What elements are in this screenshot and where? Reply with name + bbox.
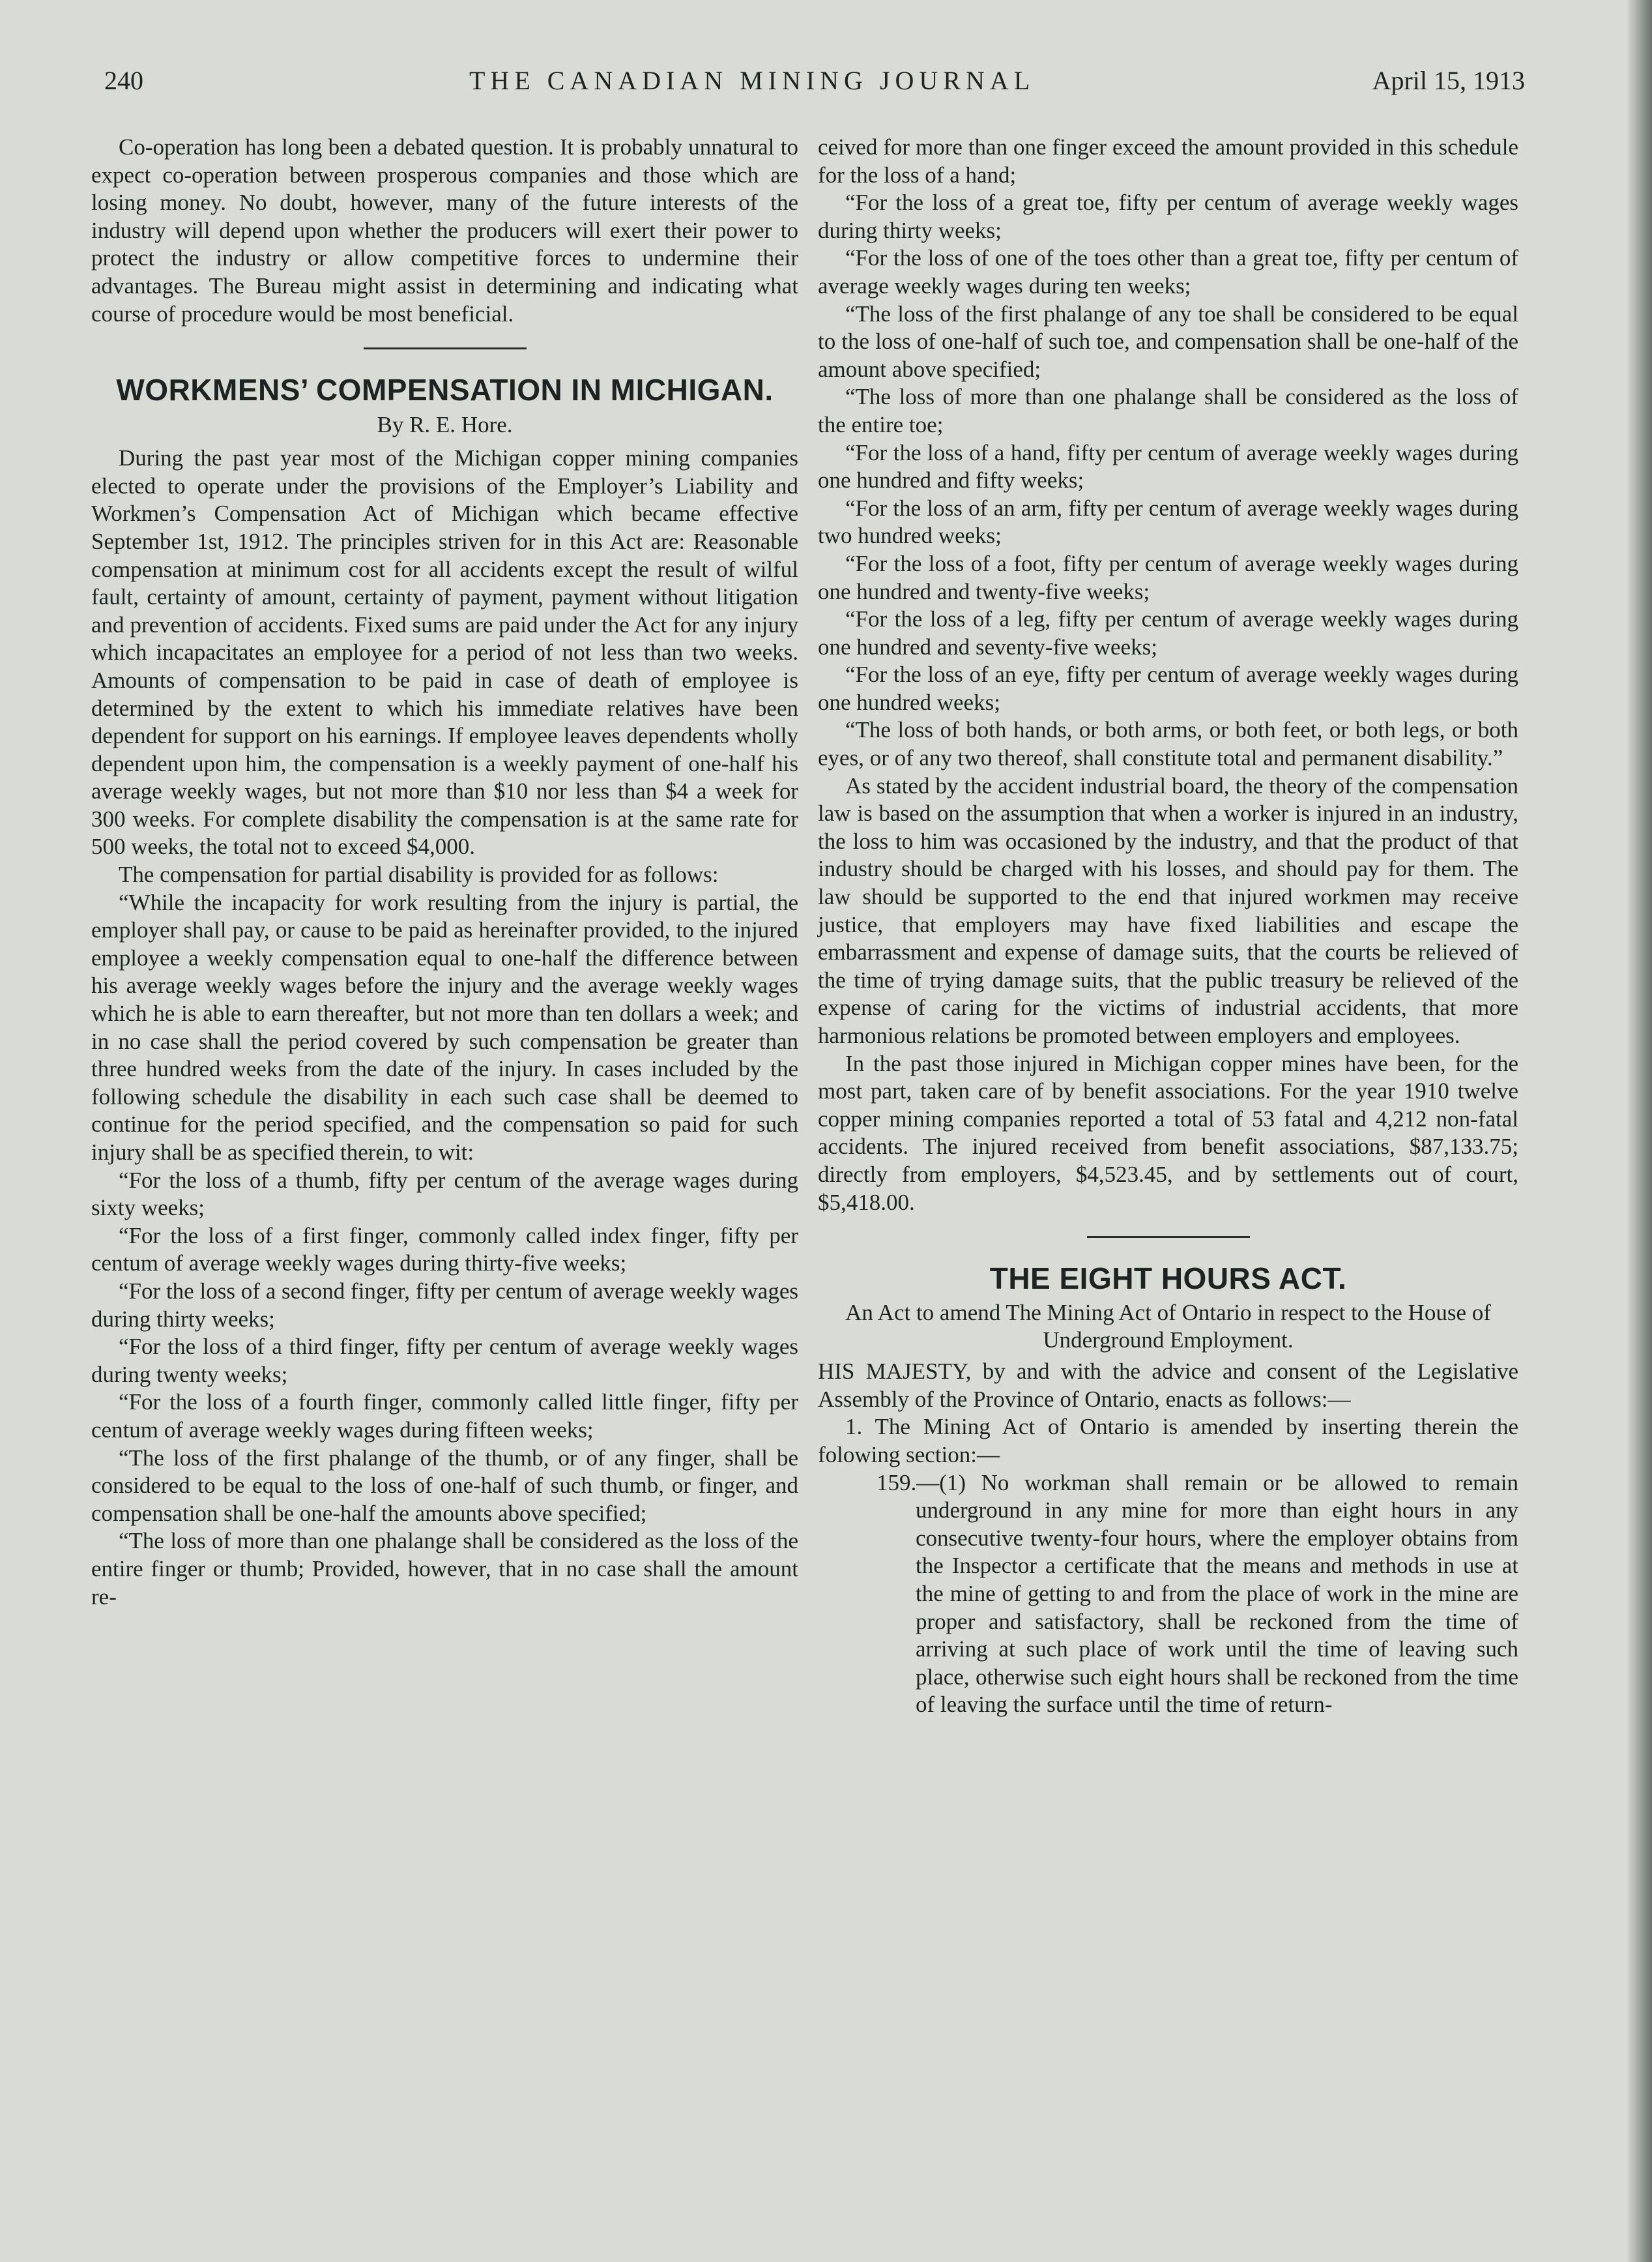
page-header [104, 65, 1525, 104]
article-paragraph: During the past year most of the Michigan copper mining companies elected to operate under the provisions of the Employer’s Liability and Workmen’s Compensation Act of Michigan which became effective September 1st, 1912. The principles striven for in this Act are: Reasonable compensation at minimum cost for all accidents except the result of wilful fault, certainty of amount, certainty of payment, payment without litigation and prevention of accidents. Fixed sums are paid under the Act for any injury which incapacitates an employee for a period of not less than two weeks. Amounts of compensation to be paid in case of death of employee is determined by the extent to which his immediate relatives have been dependent for support on his earnings. If employee leaves dependents wholly dependent upon him, the compensation is a weekly payment of one-half his average weekly wages, but not more than $10 nor less than $4 a week for 300 weeks. For complete disability the compensation is at the same rate for 500 weeks, the total not to exceed $4,000. [91, 445, 798, 860]
schedule-paragraph: “For the loss of an eye, fifty per centum of average weekly wages during one hundred weeks; [818, 662, 1518, 715]
article-byline: By R. E. Hore. [377, 412, 513, 438]
schedule-paragraph: “The loss of both hands, or both arms, or both feet, or both legs, or both eyes, or of any two thereof, shall constitute total and permanent disability.” [818, 717, 1518, 771]
schedule-paragraph: “For the loss of a thumb, fifty per centum of the average wages during sixty weeks; [91, 1167, 798, 1221]
schedule-paragraph: “For the loss of a great toe, fifty per centum of average weekly wages during thirty weeks; [818, 190, 1518, 243]
act-enacting-clause: HIS MAJESTY, by and with the advice and consent of the Legislative Assembly of the Province of Ontario, enacts as follows:— [818, 1359, 1518, 1412]
schedule-paragraph: “The loss of the first phalange of any toe shall be considered to be equal to the loss of one-half of such toe, and compensation shall be one-half of the amount above specified; [818, 301, 1518, 382]
schedule-paragraph: “For the loss of an arm, fifty per centum of average weekly wages during two hundred weeks; [818, 495, 1518, 549]
left-column [91, 134, 798, 1611]
schedule-paragraph: “For the loss of a leg, fifty per centum of average weekly wages during one hundred and seventy-five weeks; [818, 606, 1518, 660]
schedule-paragraph: “For the loss of a third finger, fifty per centum of average weekly wages during twenty weeks; [91, 1334, 798, 1387]
journal-title: THE CANADIAN MINING JOURNAL [469, 66, 1036, 95]
article-title: WORKMENS’ COMPENSATION IN MICHIGAN. [116, 373, 774, 407]
page-number: 240 [104, 66, 143, 95]
article-paragraph: The compensation for partial disability is provided for as follows: [119, 862, 719, 888]
schedule-paragraph: ceived for more than one finger exceed the amount provided in this schedule for the loss of a hand; [818, 134, 1518, 188]
section-divider [1087, 1236, 1250, 1238]
schedule-paragraph: “The loss of more than one phalange shall be considered as the loss of the entire finger or thumb; Provided, however, that in no case shall the amount re- [91, 1528, 798, 1609]
act-subtitle: An Act to amend The Mining Act of Ontario in respect to the House of Underground Employment. [845, 1300, 1491, 1353]
act-section-1: 1. The Mining Act of Ontario is amended by inserting therein the folowing section:— [818, 1414, 1518, 1467]
section-divider [364, 347, 527, 349]
act-section-159: 159.—(1) No workman shall remain or be allowed to remain underground in any mine for more than eight hours in any consecutive twenty-four hours, where the employer obtains from the Inspector a certificate that the means and methods in use at the mine of getting to and from the place of work in the mine are proper and satisfactory, shall be reckoned from the time of arriving at such place of work until the time of leaving such place, otherwise such eight hours shall be reckoned from the time of leaving the surface until the time of return- [877, 1469, 1518, 1718]
schedule-paragraph: “The loss of more than one phalange shall be considered as the loss of the entire toe; [818, 384, 1518, 437]
page-edge-shadow [1626, 0, 1652, 2262]
act-title: THE EIGHT HOURS ACT. [989, 1261, 1347, 1296]
schedule-paragraph: “For the loss of a fourth finger, commonly called little finger, fifty per centum of average weekly wages during fifteen weeks; [91, 1389, 798, 1443]
article-paragraph: In the past those injured in Michigan copper mines have been, for the most part, taken care of by benefit associations. For the year 1910 twelve copper mining companies reported a total of 53 fatal and 4,212 non-fatal accidents. The injured received from benefit associations, $87,133.75; directly from employers, $4,523.45, and by settlements out of court, $5,418.00. [818, 1050, 1518, 1215]
issue-date: April 15, 1913 [1372, 66, 1525, 95]
schedule-paragraph: “For the loss of a hand, fifty per centum of average weekly wages during one hundred and fifty weeks; [818, 439, 1518, 493]
schedule-paragraph: “The loss of the first phalange of the thumb, or of any finger, shall be considered to be equal to the loss of one-half of such thumb, or finger, and compensation shall be one-half the amounts above specified; [91, 1445, 798, 1526]
schedule-paragraph: “While the incapacity for work resulting from the injury is partial, the employer shall pay, or cause to be paid as hereinafter provided, to the injured employee a weekly compensation equal to one-half the difference between his average weekly wages before the injury and the average weekly wages which he is able to earn thereafter, but not more than ten dollars a week; and in no case shall the period covered by such compensation be greater than three hundred weeks from the date of the injury. In cases included by the following schedule the disability in each such case shall be deemed to continue for the period specified, and the compensation so paid for such injury shall be as specified therein, to wit: [91, 889, 798, 1165]
schedule-paragraph: “For the loss of a second finger, fifty per centum of average weekly wages during thirty weeks; [91, 1278, 798, 1332]
cooperation-paragraph: Co-operation has long been a debated question. It is probably unnatural to expect co-operation between prosperous companies and those which are losing money. No doubt, however, many of the future interests of the industry will depend upon whether the producers will exert their power to protect the industry or allow competitive forces to undermine their advantages. The Bureau might assist in determining and indicating what course of procedure would be most beneficial. [91, 134, 798, 327]
schedule-paragraph: “For the loss of one of the toes other than a great toe, fifty per centum of average weekly wages during ten weeks; [818, 245, 1518, 299]
schedule-paragraph: “For the loss of a foot, fifty per centum of average weekly wages during one hundred and twenty-five weeks; [818, 550, 1518, 604]
article-paragraph: As stated by the accident industrial board, the theory of the compensation law is based on the assumption that when a worker is injured in an industry, the loss to him was occasioned by the industry, and that the product of that industry should be charged with his losses, and should pay for them. The law should be supported to the end that injured workmen may receive justice, that employers may have fixed liabilities and escape the embarrassment and expense of damage suits, that the courts be relieved of the time of trying damage suits, that the public treasury be relieved of the expense of caring for the victims of industrial accidents, that more harmonious relations be promoted between employers and employees. [818, 772, 1518, 1048]
schedule-paragraph: “For the loss of a first finger, commonly called index finger, fifty per centum of average weekly wages during thirty-five weeks; [91, 1222, 798, 1276]
right-column [818, 134, 1518, 1719]
